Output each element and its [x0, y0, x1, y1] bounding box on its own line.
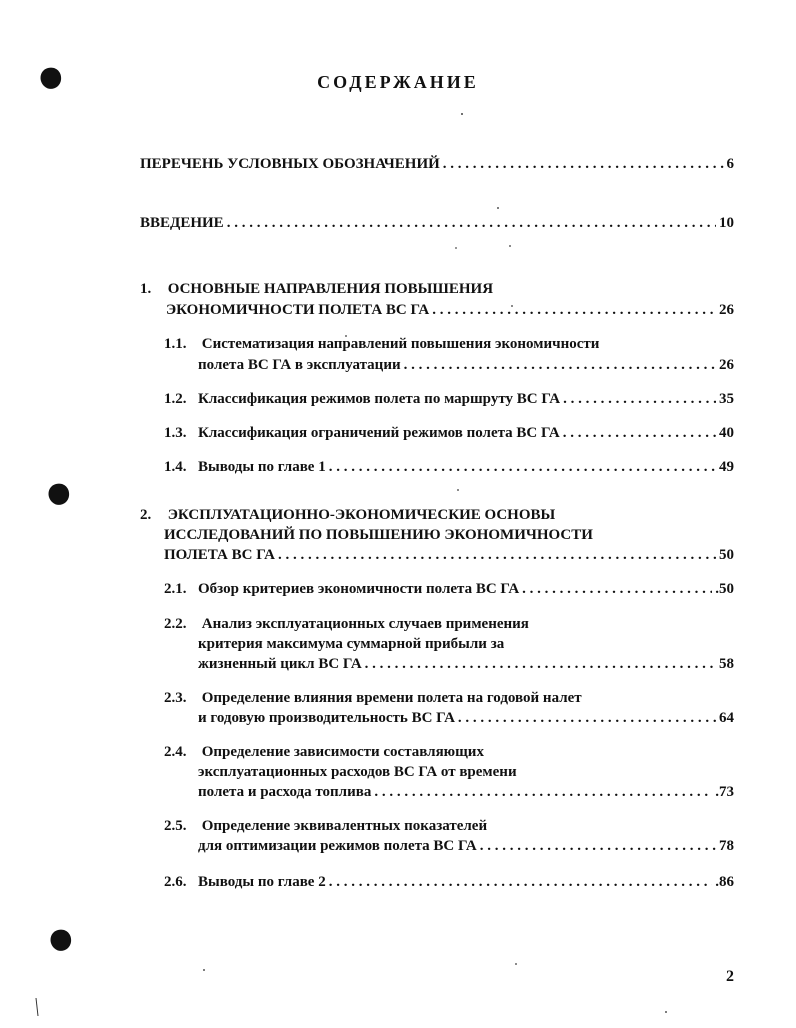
toc-chapter-1-line-1 — [140, 279, 734, 299]
toc-entry-symbols — [140, 154, 734, 174]
chapter-number: 1. — [140, 281, 152, 297]
chapter-title-line: ЭКСПЛУАТАЦИОННО-ЭКОНОМИЧЕСКИЕ ОСНОВЫ — [167, 507, 556, 523]
toc-section-2-6 — [164, 872, 734, 892]
section-number: 2.6. — [164, 874, 187, 890]
dot-leader — [329, 457, 716, 477]
toc-page-number: 49 — [719, 459, 734, 475]
section-title-line: критерия максимума суммарной прибыли за — [198, 636, 505, 652]
toc-page-number: 58 — [719, 656, 734, 672]
toc-section-2-3-line-2 — [198, 708, 734, 728]
dot-leader — [365, 654, 716, 674]
toc-chapter-2-line-3 — [164, 545, 734, 565]
chapter-title-line: ПОЛЕТА ВС ГА — [164, 547, 275, 563]
section-title-line: Определение эквивалентных показателей — [201, 818, 488, 834]
section-number: 2.5. — [164, 818, 187, 834]
toc-page-number: 10 — [719, 215, 734, 231]
section-title-line: Анализ эксплуатационных случаев применения — [201, 616, 529, 632]
toc-section-2-5-line-1 — [164, 816, 734, 836]
dot-leader — [329, 872, 713, 892]
dot-leader — [278, 545, 716, 565]
toc-section-2-4-line-3 — [198, 782, 734, 802]
speck — [515, 963, 517, 965]
speck — [509, 245, 511, 247]
punch-hole-middle — [49, 484, 70, 505]
page-title: СОДЕРЖАНИЕ — [317, 72, 479, 92]
dot-leader — [443, 154, 724, 174]
dot-leader — [432, 300, 716, 320]
toc-section-2-4-line-2 — [198, 762, 734, 782]
speck — [461, 113, 463, 115]
speck — [497, 207, 499, 209]
section-number: 1.3. — [164, 425, 187, 441]
toc-chapter-2-line-2 — [164, 525, 734, 545]
toc-chapter-2-line-1 — [140, 505, 734, 525]
chapter-title-line: ИССЛЕДОВАНИЙ ПО ПОВЫШЕНИЮ ЭКОНОМИЧНОСТИ — [164, 527, 593, 543]
toc-page-number: 40 — [719, 425, 734, 441]
toc-page-number: 6 — [726, 156, 734, 172]
section-number: 1.4. — [164, 459, 187, 475]
toc-section-2-4-line-1 — [164, 742, 734, 762]
section-title-line: полета ВС ГА в эксплуатации — [198, 357, 401, 373]
toc-entry-text: ПЕРЕЧЕНЬ УСЛОВНЫХ ОБОЗНАЧЕНИЙ — [140, 156, 440, 172]
section-number: 2.4. — [164, 744, 187, 760]
margin-scratch — [36, 998, 38, 1016]
toc-page-number: .86 — [715, 874, 734, 890]
dot-leader — [563, 423, 716, 443]
section-title-line: эксплуатационных расходов ВС ГА от времени — [198, 764, 517, 780]
toc-page-number: 26 — [719, 357, 734, 373]
speck — [457, 489, 459, 491]
section-title-line: Определение зависимости составляющих — [201, 744, 484, 760]
toc-section-1-1-line-1 — [164, 334, 734, 354]
section-number: 2.2. — [164, 616, 187, 632]
toc-section-1-4 — [164, 457, 734, 477]
toc-entry-text: ВВЕДЕНИЕ — [140, 215, 224, 231]
toc-section-2-3-line-1 — [164, 688, 734, 708]
section-number: 1.2. — [164, 391, 187, 407]
dot-leader — [404, 355, 716, 375]
dot-leader — [458, 708, 716, 728]
section-number: 2.1. — [164, 581, 187, 597]
toc-page-number: 26 — [719, 302, 734, 318]
section-number: 1.1. — [164, 336, 187, 352]
section-title-line: для оптимизации режимов полета ВС ГА — [198, 838, 477, 854]
toc-page-number: 35 — [719, 391, 734, 407]
section-title-line: Классификация ограничений режимов полета ВС ГА — [198, 425, 560, 441]
dot-leader — [480, 836, 716, 856]
toc-page-number: 78 — [719, 838, 734, 854]
toc-entry-intro — [140, 213, 734, 233]
section-title-line: и годовую производительность ВС ГА — [198, 710, 455, 726]
section-title-line: Систематизация направлений повышения экономичности — [201, 336, 600, 352]
dot-leader — [374, 782, 712, 802]
toc-page-number: 64 — [719, 710, 734, 726]
page-number: 2 — [726, 968, 734, 985]
toc-section-2-2-line-3 — [198, 654, 734, 674]
section-title-line: Выводы по главе 1 — [198, 459, 326, 475]
punch-hole-bottom — [51, 930, 72, 951]
section-title-line: Обзор критериев экономичности полета ВС ГА — [198, 581, 520, 597]
toc-page-number: 50 — [719, 547, 734, 563]
dot-leader — [563, 389, 716, 409]
speck — [455, 247, 457, 249]
toc-page-number: .73 — [715, 784, 734, 800]
toc-section-2-2-line-1 — [164, 614, 734, 634]
chapter-title-line: ЭКОНОМИЧНОСТИ ПОЛЕТА ВС ГА — [166, 302, 430, 318]
section-number: 2.3. — [164, 690, 187, 706]
speck — [203, 969, 205, 971]
chapter-number: 2. — [140, 507, 152, 523]
dot-leader — [227, 213, 716, 233]
chapter-title-line: ОСНОВНЫЕ НАПРАВЛЕНИЯ ПОВЫШЕНИЯ — [167, 281, 494, 297]
section-title-line: полета и расхода топлива — [198, 784, 372, 800]
toc-section-1-2 — [164, 389, 734, 409]
dot-leader — [522, 579, 712, 599]
toc-section-2-2-line-2 — [198, 634, 734, 654]
toc-section-2-5-line-2 — [198, 836, 734, 856]
speck — [665, 1011, 667, 1013]
section-title-line: Определение влияния времени полета на годовой налет — [201, 690, 582, 706]
section-title-line: Классификация режимов полета по маршруту ВС ГА — [198, 391, 561, 407]
toc-chapter-1-line-2 — [166, 300, 734, 320]
toc-page-number: .50 — [715, 581, 734, 597]
section-title-line: жизненный цикл ВС ГА — [198, 656, 362, 672]
toc-section-1-1-line-2 — [198, 355, 734, 375]
toc-section-1-3 — [164, 423, 734, 443]
toc-section-2-1 — [164, 579, 734, 599]
section-title-line: Выводы по главе 2 — [198, 874, 326, 890]
